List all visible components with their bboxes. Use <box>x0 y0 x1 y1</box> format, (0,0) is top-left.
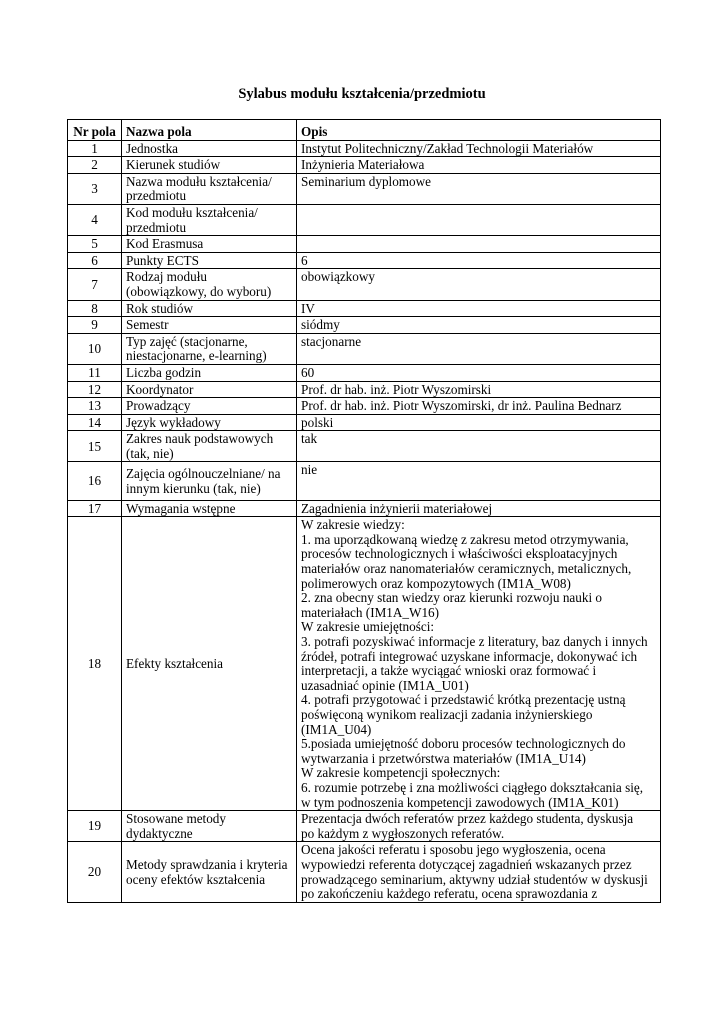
row-number: 19 <box>68 811 122 842</box>
description-line: 6. rozumie potrzebę i zna możliwości ciągłego dokształcania się, <box>301 779 644 795</box>
description-line: procesów technologicznych i właściwości eksploatacyjnych <box>301 546 618 562</box>
field-name <box>122 811 297 842</box>
table-row <box>68 173 661 204</box>
field-name: Liczba godzin <box>122 364 297 381</box>
field-name-line: Zakres nauk podstawowych <box>126 431 274 447</box>
description-line: 2. zna obecny stan wiedzy oraz kierunki rozwoju nauki o <box>301 590 603 606</box>
field-description: stacjonarne <box>297 333 661 364</box>
field-name: Wymagania wstępne <box>122 500 297 517</box>
field-description <box>297 811 661 842</box>
row-number: 13 <box>68 398 122 415</box>
table-row <box>68 500 661 517</box>
description-line: polimerowych oraz kompozytowych (IM1A_W08) <box>301 575 571 591</box>
field-description: siódmy <box>297 317 661 334</box>
field-description: Instytut Politechniczny/Zakład Technologii Materiałów <box>297 140 661 157</box>
row-number: 11 <box>68 364 122 381</box>
row-number: 12 <box>68 381 122 398</box>
description-line: W zakresie kompetencji społecznych: <box>301 765 501 781</box>
field-name: Rok studiów <box>122 300 297 317</box>
field-name: Efekty kształcenia <box>122 517 297 811</box>
field-name-line: przedmiotu <box>126 188 187 204</box>
description-line: w tym podnoszenia kompetencji zawodowych (IM1A_K01) <box>301 794 619 810</box>
table-row <box>68 236 661 253</box>
field-description: Inżynieria Materiałowa <box>297 157 661 174</box>
description-line: (IM1A_U04) <box>301 721 372 737</box>
field-description: obowiązkowy <box>297 269 661 300</box>
field-name-line: oceny efektów kształcenia <box>126 871 266 887</box>
description-line: źródeł, potrafi integrować uzyskane informacje, dokonywać ich <box>301 648 638 664</box>
table-row <box>68 381 661 398</box>
field-description: Prof. dr hab. inż. Piotr Wyszomirski, dr inż. Paulina Bednarz <box>297 398 661 415</box>
table-row <box>68 398 661 415</box>
table-row <box>68 269 661 300</box>
description-line: materiałów oraz nanomateriałów ceramicznych, metalicznych, <box>301 561 632 577</box>
description-line: wytwarzania i przetwórstwa materiałów (IM1A_U14) <box>301 750 586 766</box>
row-number: 14 <box>68 414 122 431</box>
field-name <box>122 173 297 204</box>
table-row <box>68 842 661 902</box>
table-row <box>68 431 661 462</box>
field-description: IV <box>297 300 661 317</box>
field-name-line: (obowiązkowy, do wyboru) <box>126 283 272 299</box>
row-number: 7 <box>68 269 122 300</box>
description-line: poświęconą wynikom realizacji zadania inżynierskiego <box>301 706 593 722</box>
description-line: Ocena jakości referatu i sposobu jego wygłoszenia, ocena <box>301 842 606 858</box>
description-line: materiałach (IM1A_W16) <box>301 604 440 620</box>
description-line: po zakończeniu każdego referatu, ocena sprawozdania z <box>301 886 598 902</box>
row-number: 4 <box>68 204 122 235</box>
table-row <box>68 811 661 842</box>
field-description: Seminarium dyplomowe <box>297 173 661 204</box>
table-row <box>68 252 661 269</box>
field-name <box>122 431 297 462</box>
field-name-line: dydaktyczne <box>126 825 193 841</box>
field-description: 6 <box>297 252 661 269</box>
description-line: 3. potrafi pozyskiwać informacje z literatury, baz danych i innych <box>301 634 648 649</box>
row-number: 10 <box>68 333 122 364</box>
row-number: 18 <box>68 517 122 811</box>
field-description: Zagadnienia inżynierii materiałowej <box>297 500 661 517</box>
table-row <box>68 157 661 174</box>
field-description: tak <box>297 431 661 462</box>
table-row <box>68 300 661 317</box>
field-name <box>122 842 297 902</box>
description-line: W zakresie wiedzy: <box>301 517 405 533</box>
table-row <box>68 140 661 157</box>
table-row <box>68 204 661 235</box>
field-name-line: Rodzaj modułu <box>126 269 207 285</box>
description-line: uzasadniać opinie (IM1A_U01) <box>301 677 469 693</box>
field-name-line: Zajęcia ogólnouczelniane/ na <box>126 466 281 482</box>
table-row <box>68 414 661 431</box>
description-line: 4. potrafi przygotować i przedstawić krótką prezentację ustną <box>301 692 626 708</box>
row-number: 5 <box>68 236 122 253</box>
field-name-line: Metody sprawdzania i kryteria <box>126 856 288 872</box>
row-number: 8 <box>68 300 122 317</box>
field-name <box>122 333 297 364</box>
field-name-line: (tak, nie) <box>126 445 174 461</box>
field-name: Kod Erasmusa <box>122 236 297 253</box>
field-name: Koordynator <box>122 381 297 398</box>
row-number: 1 <box>68 140 122 157</box>
field-name: Semestr <box>122 317 297 334</box>
column-header-nr: Nr pola <box>68 120 122 141</box>
field-name-line: Nazwa modułu kształcenia/ <box>126 173 272 189</box>
field-name: Prowadzący <box>122 398 297 415</box>
field-name: Jednostka <box>122 140 297 157</box>
field-name: Język wykładowy <box>122 414 297 431</box>
field-description: Prof. dr hab. inż. Piotr Wyszomirski <box>297 381 661 398</box>
row-number: 15 <box>68 431 122 462</box>
document-title: Sylabus modułu kształcenia/przedmiotu <box>238 86 486 102</box>
row-number: 17 <box>68 500 122 517</box>
field-description <box>297 842 661 902</box>
field-name: Kierunek studiów <box>122 157 297 174</box>
row-number: 9 <box>68 317 122 334</box>
description-line: W zakresie umiejętności: <box>301 619 435 635</box>
syllabus-table <box>67 119 661 903</box>
field-name-line: Stosowane metody <box>126 811 226 827</box>
row-number: 3 <box>68 173 122 204</box>
row-number: 2 <box>68 157 122 174</box>
field-description <box>297 236 661 253</box>
field-name-line: innym kierunku (tak, nie) <box>126 481 261 497</box>
field-name <box>122 204 297 235</box>
description-line: prowadzącego seminarium, aktywny udział studentów w dyskusji <box>301 871 648 887</box>
description-line: 5.posiada umiejętność doboru procesów technologicznych do <box>301 736 626 752</box>
field-name <box>122 269 297 300</box>
description-line: Prezentacja dwóch referatów przez każdego studenta, dyskusja <box>301 811 634 827</box>
field-description <box>297 204 661 235</box>
description-line: 1. ma uporządkowaną wiedzę z zakresu metod otrzymywania, <box>301 531 629 547</box>
field-description: polski <box>297 414 661 431</box>
field-name-line: przedmiotu <box>126 219 187 235</box>
table-row <box>68 333 661 364</box>
field-name-line: Kod modułu kształcenia/ <box>126 204 258 220</box>
row-number: 16 <box>68 462 122 500</box>
description-line: interpretacji, a także wyciągać wnioski oraz formować i <box>301 663 597 679</box>
row-number: 20 <box>68 842 122 902</box>
field-name: Punkty ECTS <box>122 252 297 269</box>
table-row <box>68 462 661 500</box>
field-name-line: Typ zajęć (stacjonarne, <box>126 333 248 349</box>
description-line: po każdym z wygłoszonych referatów. <box>301 825 505 841</box>
table-row <box>68 517 661 811</box>
column-header-name: Nazwa pola <box>122 120 297 141</box>
field-description: nie <box>297 462 661 500</box>
field-description: 60 <box>297 364 661 381</box>
field-description <box>297 517 661 811</box>
column-header-desc: Opis <box>297 120 661 141</box>
table-row <box>68 364 661 381</box>
table-row <box>68 317 661 334</box>
field-name-line: niestacjonarne, e-learning) <box>126 348 267 364</box>
table-header-row <box>68 120 661 141</box>
row-number: 6 <box>68 252 122 269</box>
description-line: wypowiedzi referenta dotyczącej zagadnień wskazanych przez <box>301 856 632 872</box>
field-name <box>122 462 297 500</box>
